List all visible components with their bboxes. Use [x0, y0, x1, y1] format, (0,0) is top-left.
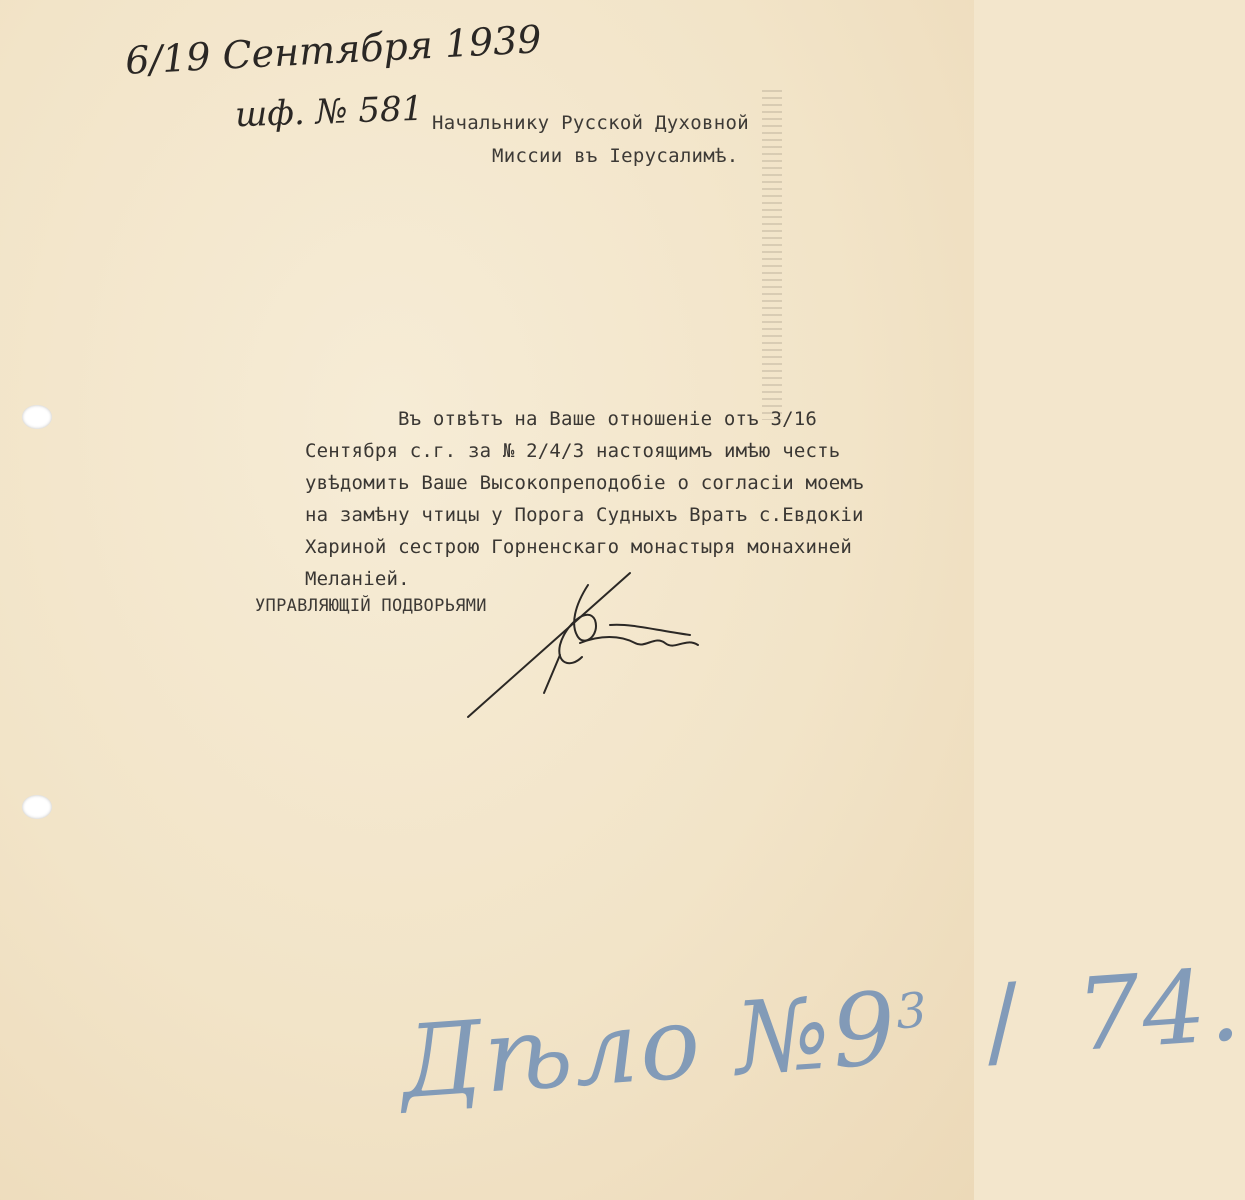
- body-line: увѣдомить Ваше Высокопреподобіе о согласіи моемъ: [305, 472, 864, 494]
- body-line: на замѣну чтицы у Порога Судныхъ Вратъ с.Евдокіи: [305, 504, 864, 526]
- archive-stamp-superscript: 3: [894, 982, 931, 1041]
- body-line: Меланіей.: [305, 568, 410, 590]
- addressee-line-2: Миссии въ Іерусалимѣ.: [492, 145, 739, 167]
- body-line: Въ отвѣтъ на Ваше отношеніе отъ 3/16: [398, 408, 818, 430]
- punch-hole-top: [22, 405, 52, 429]
- archive-stamp-slash: /: [981, 961, 1026, 1081]
- archive-stamp-number: 74.: [1072, 945, 1245, 1074]
- addressee-line-1: Начальнику Русской Духовной: [432, 112, 749, 134]
- body-line: Хариной сестрою Горненскаго монастыря монахиней: [305, 536, 853, 558]
- handwritten-cipher-number: шф. № 581: [234, 88, 424, 136]
- handwritten-date: 6/19 Сентября 1939: [124, 17, 543, 83]
- body-line: Сентября с.г. за № 2/4/3 настоящимъ имѣю честь: [305, 440, 841, 462]
- handwritten-signature: [460, 565, 720, 725]
- archive-stamp: [397, 946, 1245, 1121]
- paper-fold-mark: [762, 90, 782, 420]
- signatory-title: УПРАВЛЯЮЩІЙ ПОДВОРЬЯМИ: [255, 596, 487, 616]
- punch-hole-bottom: [22, 795, 52, 819]
- archive-stamp-text: Дѣло №9: [396, 969, 902, 1122]
